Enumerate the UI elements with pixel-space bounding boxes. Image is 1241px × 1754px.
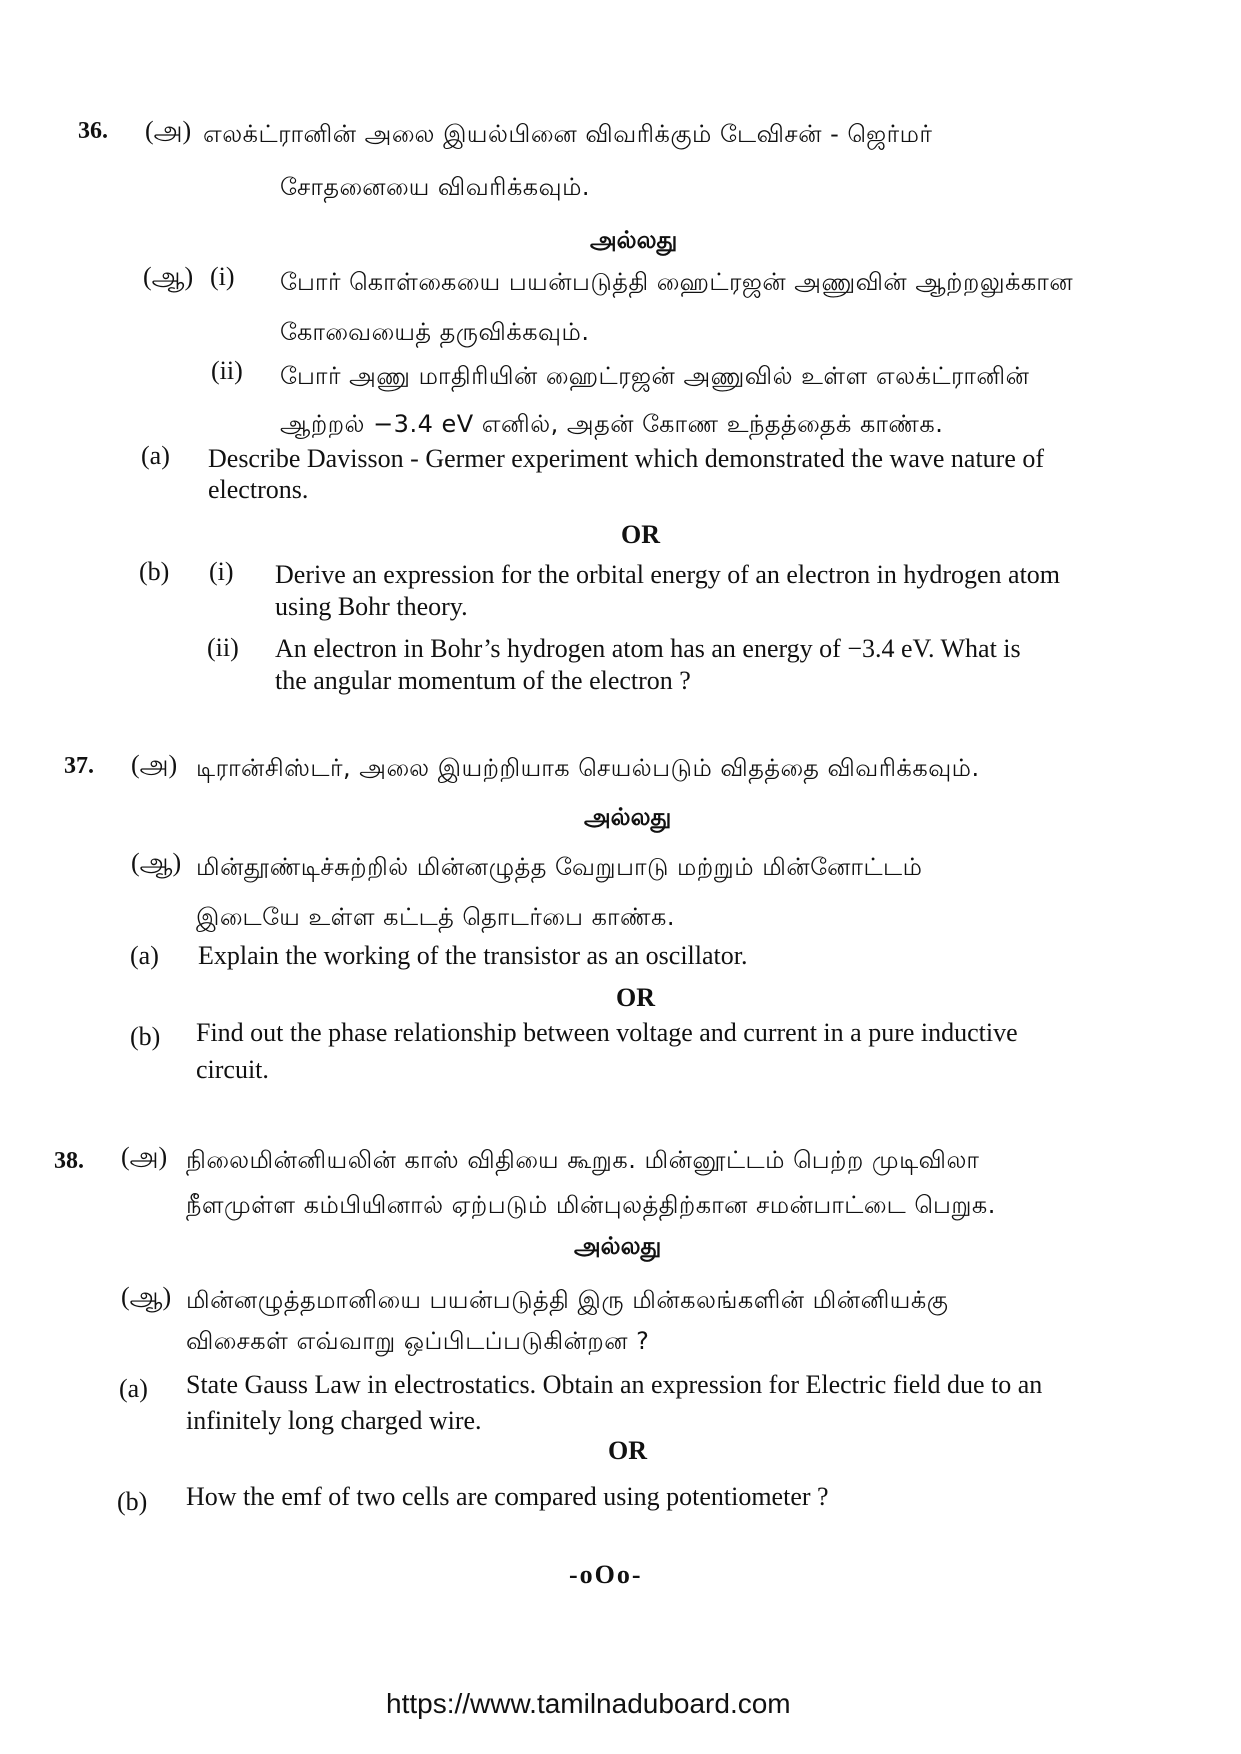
english-question-text: An electron in Bohr’s hydrogen atom has an energy of −3.4 eV. What is — [275, 634, 1021, 663]
or-separator-tamil: அல்லது — [590, 226, 678, 254]
option-label: (a) — [141, 441, 170, 470]
tamil-question-text: சோதனையை விவரிக்கவும். — [280, 173, 591, 201]
end-of-paper-mark: -oOo- — [569, 1560, 643, 1589]
question-number: 36. — [78, 118, 108, 144]
english-question-text: Derive an expression for the orbital energy of an electron in hydrogen atom — [275, 560, 1061, 589]
english-question-text: electrons. — [208, 475, 309, 504]
tamil-question-text: டிரான்சிஸ்டர், அலை இயற்றியாக செயல்படும் விதத்தை விவரிக்கவும். — [196, 754, 980, 782]
or-separator: OR — [616, 983, 655, 1012]
tamil-question-text: கோவையைத் தருவிக்கவும். — [280, 318, 590, 346]
english-question-text: using Bohr theory. — [275, 592, 468, 621]
option-label: (a) — [119, 1374, 148, 1403]
english-question-text: Explain the working of the transistor as an oscillator. — [198, 941, 748, 970]
tamil-question-text: விசைகள் எவ்வாறு ஒப்பிடப்படுகின்றன ? — [186, 1327, 650, 1355]
option-label: (ஆ) — [121, 1282, 172, 1311]
option-label: (a) — [130, 941, 159, 970]
option-label: (b) — [117, 1487, 148, 1516]
english-question-text: Find out the phase relationship between voltage and current in a pure inductive — [196, 1018, 1018, 1047]
sub-label: (ii) — [207, 633, 239, 662]
sub-label: (i) — [210, 262, 235, 291]
option-label: (b) — [139, 557, 170, 586]
question-number: 38. — [54, 1148, 84, 1174]
english-question-text: Describe Davisson - Germer experiment which demonstrated the wave nature of — [208, 444, 1045, 473]
english-question-text: State Gauss Law in electrostatics. Obtain an expression for Electric field due to an — [186, 1370, 1043, 1399]
question-number: 37. — [64, 753, 94, 779]
tamil-question-text: போர் அணு மாதிரியின் ஹைட்ரஜன் அணுவில் உள்ள எலக்ட்ரானின் — [280, 362, 1030, 390]
option-label: (அ) — [131, 750, 178, 779]
option-label: (ஆ) — [131, 848, 182, 877]
tamil-question-text: ஆற்றல் −3.4 eV எனில், அதன் கோண உந்தத்தைக் காண்க. — [280, 410, 944, 438]
or-separator: OR — [621, 520, 660, 549]
option-label: (அ) — [145, 116, 192, 145]
tamil-question-text: எலக்ட்ரானின் அலை இயல்பினை விவரிக்கும் டேவிசன் - ஜெர்மர் — [203, 120, 933, 148]
or-separator-tamil: அல்லது — [574, 1232, 662, 1260]
english-question-text: the angular momentum of the electron ? — [275, 666, 691, 695]
sub-label: (ii) — [211, 356, 243, 385]
tamil-question-text: மின்தூண்டிச்சுற்றில் மின்னழுத்த வேறுபாடு மற்றும் மின்னோட்டம் — [196, 853, 923, 881]
tamil-question-text: இடையே உள்ள கட்டத் தொடர்பை காண்க. — [196, 903, 676, 931]
or-separator: OR — [608, 1436, 647, 1465]
footer-url: https://www.tamilnaduboard.com — [386, 1688, 791, 1719]
option-label: (ஆ) — [143, 262, 194, 291]
or-separator-tamil: அல்லது — [584, 803, 672, 831]
option-label: (அ) — [121, 1142, 168, 1171]
english-question-text: infinitely long charged wire. — [186, 1406, 482, 1435]
tamil-question-text: போர் கொள்கையை பயன்படுத்தி ஹைட்ரஜன் அணுவின் ஆற்றலுக்கான — [280, 268, 1074, 296]
english-question-text: How the emf of two cells are compared using potentiometer ? — [186, 1482, 829, 1511]
english-question-text: circuit. — [196, 1055, 269, 1084]
tamil-question-text: நீளமுள்ள கம்பியினால் ஏற்படும் மின்புலத்திற்கான சமன்பாட்டை பெறுக. — [186, 1191, 996, 1219]
sub-label: (i) — [209, 557, 234, 586]
tamil-question-text: மின்னழுத்தமானியை பயன்படுத்தி இரு மின்கலங்களின் மின்னியக்கு — [186, 1286, 949, 1314]
tamil-question-text: நிலைமின்னியலின் காஸ் விதியை கூறுக. மின்னூட்டம் பெற்ற முடிவிலா — [186, 1146, 980, 1174]
option-label: (b) — [130, 1022, 161, 1051]
